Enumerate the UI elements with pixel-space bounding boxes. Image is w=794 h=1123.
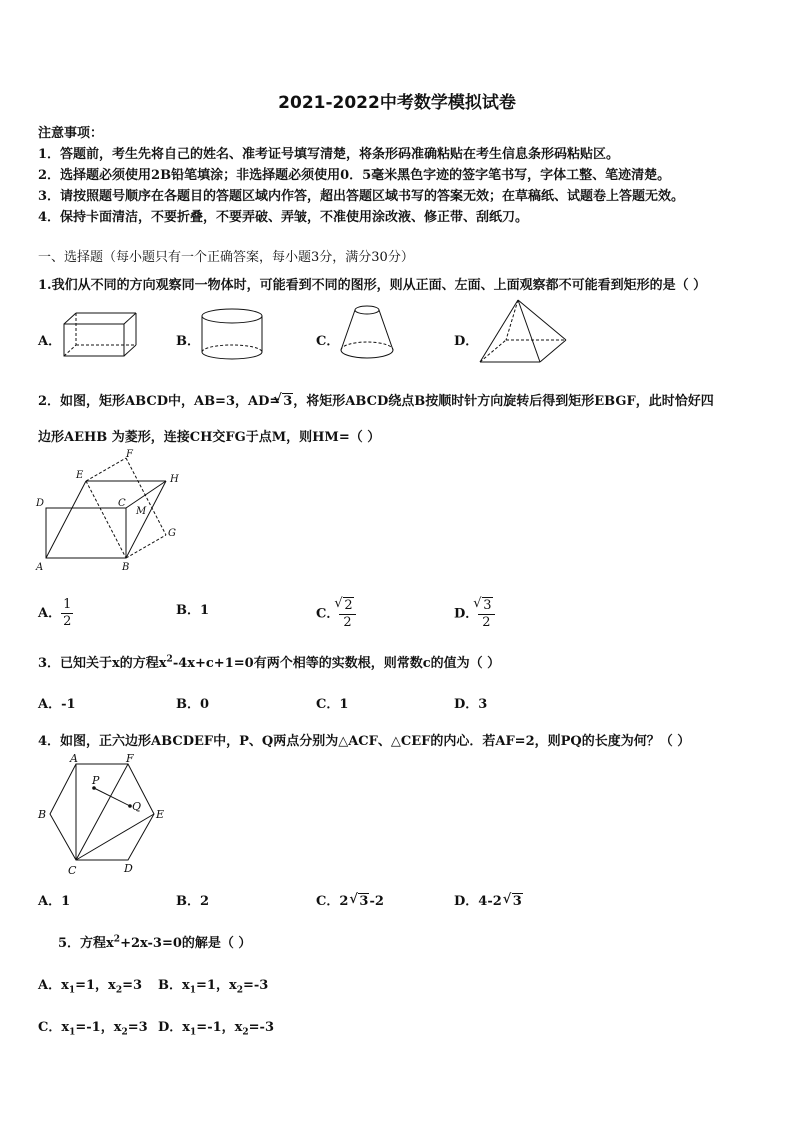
question-3-text: 3．已知关于x的方程$x^2-4x+c+1=0$有两个相等的实数根，则常数c的值为（ ） — [38, 654, 501, 671]
q5-option-d: D．$x_1=-1$，$x_2=-3$ — [158, 1020, 274, 1038]
q2-label-h: H — [170, 474, 179, 485]
q2-rectangle-rotation-figure — [34, 448, 184, 574]
q2-label-f: F — [126, 449, 133, 460]
q4-option-c: C．2√ 3-2 — [316, 890, 384, 909]
q5-option-b: B．$x_1=1$，$x_2=-3$ — [158, 978, 269, 996]
notice-item: 3．请按照题号顺序在各题目的答题区域内作答，超出答题区域书写的答案无效；在草稿纸、试题卷上答题无效。 — [38, 189, 685, 204]
q2-label-b: B — [122, 562, 130, 573]
q1-option-b-label: B． — [176, 334, 200, 349]
q4-label-a: A — [70, 752, 78, 765]
notice-item: 4．保持卡面清洁，不要折叠，不要弄破、弄皱，不准使用涂改液、修正带、刮纸刀。 — [38, 210, 529, 225]
q4-option-b: B．2 — [176, 894, 210, 909]
q4-label-c: C — [68, 864, 77, 876]
q3-option-c: C．1 — [316, 697, 349, 712]
q4-hexagon-figure — [34, 752, 174, 876]
q2-label-m: M — [136, 506, 147, 517]
q4-label-f: F — [126, 752, 134, 765]
q2-option-c: C． √ $\frac{2}{2}$ — [316, 597, 356, 631]
q1-option-a-label: A． — [38, 334, 62, 349]
question-2-text-line1: 2．如图，矩形ABCD中，AB=3，AD=√ 3，将矩形ABCD绕点B按顺时针方向旋转后得到矩形EBGF，此时恰好四 — [38, 390, 714, 409]
q2-option-a: A． $\frac{1}{2}$ — [38, 597, 72, 629]
q4-label-d: D — [124, 862, 133, 875]
notice-item: 1．答题前，考生先将自己的姓名、准考证号填写清楚，将条形码准确粘贴在考生信息条形码粘贴区。 — [38, 147, 620, 162]
q4-option-d: D．4-2√ 3 — [454, 890, 523, 909]
q3-option-b: B．0 — [176, 697, 210, 712]
q2-option-b: B．1 — [176, 603, 210, 618]
question-1-text: 1.我们从不同的方向观察同一物体时，可能看到不同的图形，则从正面、左面、上面观察都不可能看到矩形的是（ ） — [38, 278, 707, 293]
section-heading: 一、选择题（每小题只有一个正确答案，每小题3分，满分30分） — [38, 250, 414, 265]
q4-label-e: E — [156, 808, 165, 821]
sqrt-value: √ 3 — [282, 393, 293, 409]
question-4-text: 4．如图，正六边形ABCDEF中，P、Q两点分别为△ACF、△CEF的内心．若AF=2，则PQ的长度为何？（ ） — [38, 734, 691, 749]
q5-option-c: C．$x_1=-1$，$x_2=3$ — [38, 1020, 148, 1038]
q2-option-d: D． √ $\frac{3}{2}$ — [454, 597, 495, 631]
q3-option-a: A．-1 — [38, 697, 76, 712]
q1-option-d-label: D． — [454, 334, 479, 349]
q1-cuboid-figure — [62, 310, 140, 360]
question-2-text-line2: 边形AEHB 为菱形，连接CH交FG于点M，则HM=（ ） — [38, 430, 381, 445]
q2-label-c: C — [118, 498, 126, 509]
q2-label-d: D — [36, 498, 45, 509]
q1-pyramid-figure — [476, 296, 572, 368]
question-5-text: 5．方程$x^2+2x-3=0$的解是（ ） — [58, 934, 252, 951]
q2-label-g: G — [168, 528, 176, 539]
q4-label-b: B — [38, 808, 47, 821]
q1-cylinder-figure — [198, 306, 268, 364]
page-title: 2021-2022中考数学模拟试卷 — [278, 93, 516, 113]
q3-option-d: D．3 — [454, 697, 488, 712]
q2-label-a: A — [36, 562, 44, 573]
q2-label-e: E — [76, 470, 84, 481]
notice-item: 2．选择题必须使用2B铅笔填涂；非选择题必须使用0．5毫米黑色字迹的签字笔书写，字体工整、笔迹清楚。 — [38, 168, 671, 183]
q4-option-a: A．1 — [38, 894, 71, 909]
q4-label-p: P — [92, 774, 100, 787]
q4-label-q: Q — [132, 800, 142, 813]
q5-option-a: A．$x_1=1$，$x_2=3$ — [38, 978, 143, 996]
notice-heading: 注意事项： — [38, 126, 104, 141]
q1-option-c-label: C． — [316, 334, 340, 349]
q1-frustum-figure — [338, 302, 398, 364]
